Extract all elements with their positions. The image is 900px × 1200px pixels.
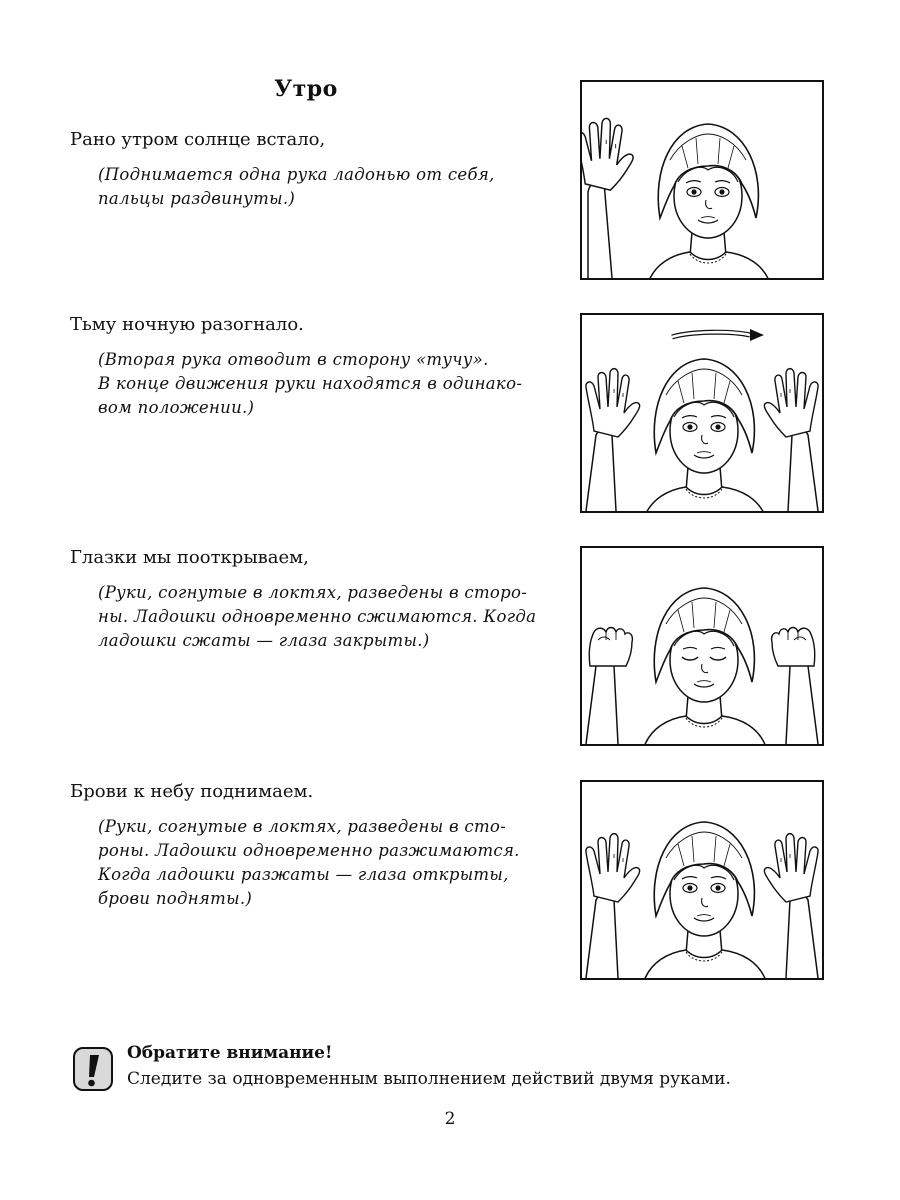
- illustration-child-both-hands-open: [580, 313, 824, 513]
- instruction-note-1: [98, 163, 548, 211]
- note-line: роны. Ладошки одновременно разжимаются.: [98, 841, 520, 860]
- note-line: вом положении.): [98, 398, 255, 417]
- note-line: Когда ладошки разжаты — глаза открыты,: [98, 865, 509, 884]
- note-line: пальцы раздвинуты.): [98, 189, 296, 208]
- illustration-child-raising-one-hand: [580, 80, 824, 280]
- note-line: (Руки, согнутые в локтях, разведены в сторо-: [98, 583, 528, 602]
- note-line: (Руки, согнутые в локтях, разведены в сто-: [98, 817, 507, 836]
- attention-title: Обратите внимание!: [127, 1043, 333, 1063]
- instruction-note-4: [98, 815, 548, 911]
- attention-text: Следите за одновременным выполнением действий двумя руками.: [127, 1069, 731, 1089]
- note-line: В конце движения руки находятся в одинако-: [98, 374, 523, 393]
- note-line: (Вторая рука отводит в сторону «тучу».: [98, 350, 489, 369]
- verse-line-4: Брови к небу поднимаем.: [70, 781, 314, 802]
- verse-line-3: Глазки мы пооткрываем,: [70, 547, 309, 568]
- instruction-note-3: [98, 581, 548, 653]
- page-number: 2: [444, 1109, 456, 1129]
- note-line: (Поднимается одна рука ладонью от себя,: [98, 165, 495, 184]
- verse-line-1: Рано утром солнце встало,: [70, 129, 326, 150]
- exclamation-icon: [72, 1046, 114, 1092]
- instruction-note-2: [98, 348, 548, 420]
- note-line: ны. Ладошки одновременно сжимаются. Когда: [98, 607, 537, 626]
- page-title: Утро: [274, 76, 338, 102]
- note-line: ладошки сжаты — глаза закрыты.): [98, 631, 430, 650]
- verse-line-2: Тьму ночную разогнало.: [70, 314, 304, 335]
- illustration-child-fists-eyes-closed: [580, 546, 824, 746]
- note-line: брови подняты.): [98, 889, 253, 908]
- illustration-child-hands-open-eyes-open: [580, 780, 824, 980]
